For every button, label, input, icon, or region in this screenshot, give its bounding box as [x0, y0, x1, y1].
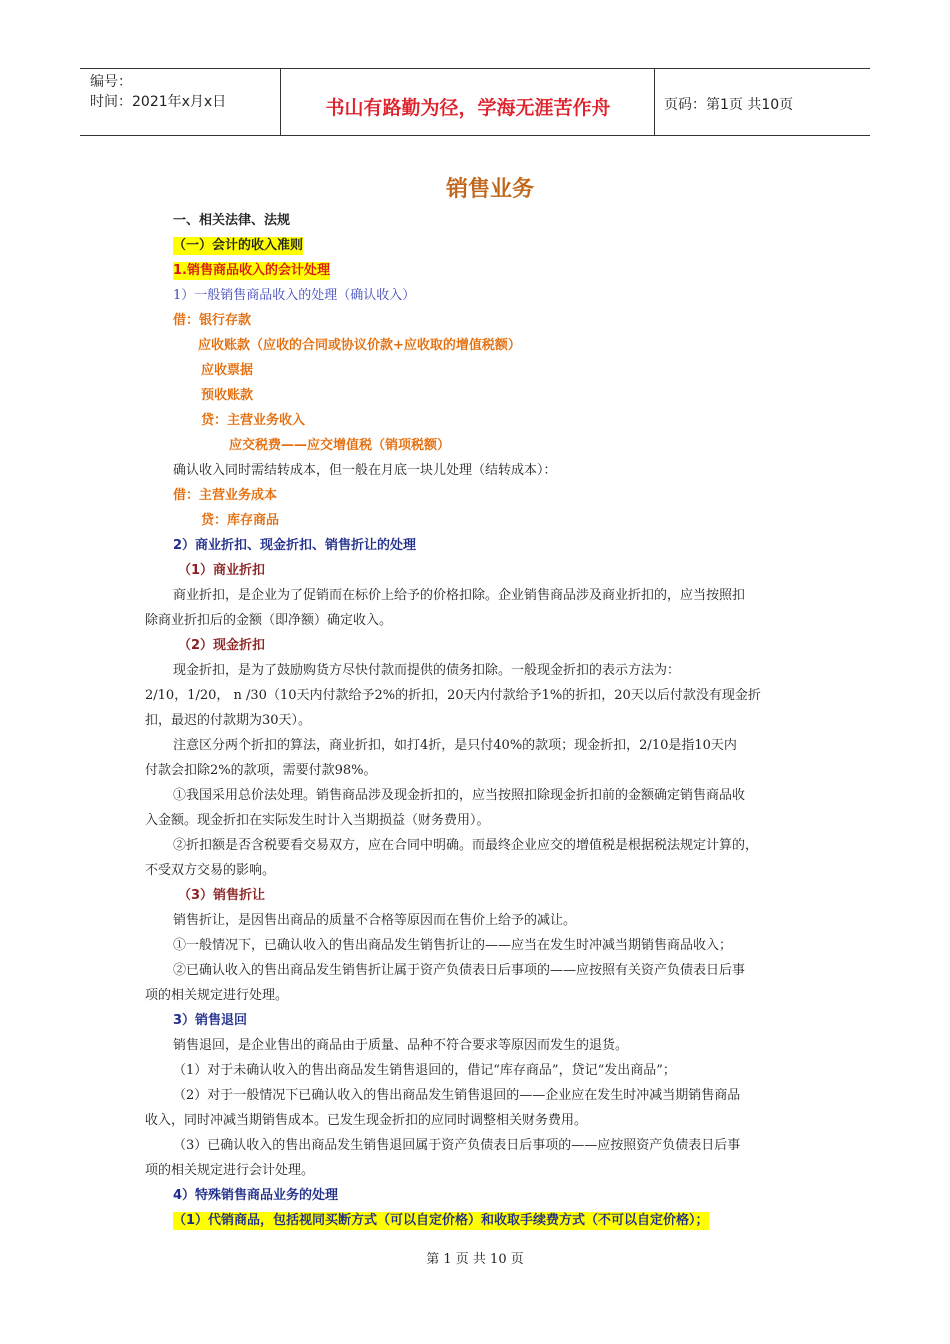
- topic-heading: 2）商业折扣、现金折扣、销售折让的处理: [173, 538, 417, 553]
- section-heading: 一、相关法律、法规: [173, 213, 291, 228]
- journal-entry-line: 借：银行存款: [173, 313, 252, 328]
- page-footer: 第 1 页 共 10 页: [426, 1252, 524, 1267]
- journal-entry-line: 应收票据: [201, 363, 254, 378]
- paragraph-line: 商业折扣，是企业为了促销而在标价上给予的价格扣除。企业销售商品涉及商业折扣的，应当按照扣: [173, 588, 746, 603]
- highlighted-line: （1）代销商品，包括视同买断方式（可以自定价格）和收取手续费方式（不可以自定价格）；: [173, 1213, 709, 1228]
- paragraph-line: （3）已确认收入的售出商品发生销售退回属于资产负债表日后事项的——应按照资产负债表日后事: [173, 1138, 741, 1153]
- sub-heading: （3）销售折让: [178, 888, 266, 903]
- header-divider-left: [280, 68, 281, 135]
- page-title: 销售业务: [445, 177, 534, 202]
- paragraph-line: 入金额。现金折扣在实际发生时计入当期损益（财务费用）。: [145, 813, 490, 828]
- paragraph-line: ②已确认收入的售出商品发生销售折让属于资产负债表日后事项的——应按照有关资产负债表日后事: [173, 963, 746, 978]
- header-divider-right: [654, 68, 655, 135]
- paragraph-line: 注意区分两个折扣的算法，商业折扣，如打4折，是只付40%的款项；现金折扣，2/10是指10天内: [173, 738, 737, 753]
- paragraph-line: ①我国采用总价法处理。销售商品涉及现金折扣的，应当按照扣除现金折扣前的金额确定销售商品收: [173, 788, 746, 803]
- topic-heading: 1.销售商品收入的会计处理: [173, 263, 330, 278]
- paragraph-line: ②折扣额是否含税要看交易双方，应在合同中明确。而最终企业应交的增值税是根据税法规定计算的，: [173, 838, 759, 853]
- journal-entry-line: 预收账款: [201, 388, 254, 403]
- subsection-heading: （一）会计的收入准则: [173, 238, 304, 253]
- header-info: [90, 72, 226, 112]
- paragraph-line: 项的相关规定进行处理。: [145, 988, 289, 1003]
- sub-heading: （2）现金折扣: [178, 638, 266, 653]
- topic-heading: 4）特殊销售商品业务的处理: [173, 1188, 339, 1203]
- journal-entry-line: 借：主营业务成本: [173, 488, 278, 503]
- header-motto: 书山有路勤为径，学海无涯苦作舟: [325, 97, 611, 119]
- journal-entry-line: 应收账款（应收的合同或协议价款+应收取的增值税额）: [198, 338, 521, 353]
- paragraph-line: 付款会扣除2%的款项，需要付款98%。: [145, 763, 377, 778]
- paragraph-line: 2/10，1/20， n /30（10天内付款给予2%的折扣，20天内付款给予1%的折扣，20天以后付款没有现金折: [145, 688, 761, 703]
- header-page-number: 页码：第1页 共10页: [664, 97, 794, 113]
- journal-entry-line: 贷：主营业务收入: [201, 413, 306, 428]
- number-label: 编号：: [90, 74, 132, 90]
- journal-entry-line: 贷：库存商品: [201, 513, 280, 528]
- header-top-rule: [80, 68, 870, 69]
- paragraph-line: 项的相关规定进行会计处理。: [145, 1163, 315, 1178]
- paragraph-line: （1）对于未确认收入的售出商品发生销售退回的，借记“库存商品”，贷记“发出商品”；: [173, 1063, 676, 1078]
- sub-heading: （1）商业折扣: [178, 563, 266, 578]
- paragraph-line: 不受双方交易的影响。: [145, 863, 276, 878]
- paragraph-line: （2）对于一般情况下已确认收入的售出商品发生销售退回的——企业应在发生时冲减当期销售商品: [173, 1088, 741, 1103]
- time-label: 时间：2021年x月x日: [90, 94, 227, 110]
- paragraph-line: 扣，最迟的付款期为30天）。: [145, 713, 312, 728]
- paragraph-line: 收入，同时冲减当期销售成本。已发生现金折扣的应同时调整相关财务费用。: [145, 1113, 588, 1128]
- paragraph-line: 销售折让，是因售出商品的质量不合格等原因而在售价上给予的减让。: [173, 913, 577, 928]
- text-line: 1）一般销售商品收入的处理（确认收入）: [173, 288, 416, 303]
- paragraph-line: ①一般情况下，已确认收入的售出商品发生销售折让的——应当在发生时冲减当期销售商品收入；: [173, 938, 733, 953]
- paragraph-line: 除商业折扣后的金额（即净额）确定收入。: [145, 613, 393, 628]
- paragraph-line: 销售退回，是企业售出的商品由于质量、品种不符合要求等原因而发生的退货。: [173, 1038, 629, 1053]
- text-line: 确认收入同时需结转成本，但一般在月底一块儿处理（结转成本）：: [173, 463, 557, 478]
- topic-heading: 3）销售退回: [173, 1013, 248, 1028]
- paragraph-line: 现金折扣，是为了鼓励购货方尽快付款而提供的债务扣除。一般现金折扣的表示方法为：: [173, 663, 681, 678]
- header-bottom-rule: [80, 135, 870, 136]
- journal-entry-line: 应交税费——应交增值税（销项税额）: [229, 438, 451, 453]
